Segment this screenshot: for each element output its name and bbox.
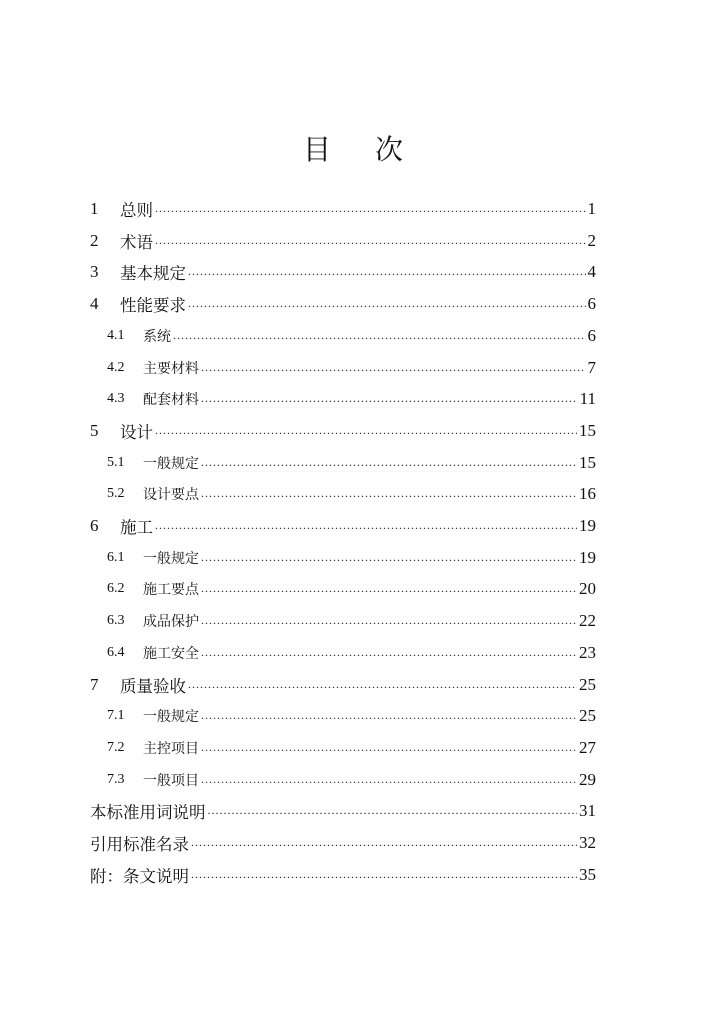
toc-entry-title: 一般项目 xyxy=(143,772,199,789)
toc-leader-dots xyxy=(155,518,577,533)
toc-entry-title: 附：条文说明 xyxy=(90,866,189,886)
toc-entry-title: 质量验收 xyxy=(120,676,186,696)
toc-leader-dots xyxy=(201,550,577,565)
toc-leader-dots xyxy=(155,233,586,248)
toc-entry-title: 主控项目 xyxy=(143,740,199,757)
toc-entry[interactable] xyxy=(90,226,596,256)
toc-entry-title: 施工安全 xyxy=(143,645,199,662)
toc-leader-dots xyxy=(201,455,577,470)
toc-leader-dots xyxy=(201,613,577,628)
toc-entry-title: 配套材料 xyxy=(143,392,199,409)
toc-entry[interactable] xyxy=(90,796,596,826)
toc-entry-number: 5 xyxy=(90,420,99,440)
toc-entry-title: 施工 xyxy=(120,518,153,537)
toc-entry-number: 3 xyxy=(90,262,99,282)
toc-entry-number: 6.3 xyxy=(107,613,125,629)
toc-entry-page: 11 xyxy=(579,389,596,409)
toc-entry-title: 成品保护 xyxy=(143,614,199,631)
toc-entry[interactable] xyxy=(90,416,596,446)
toc-entry-number: 4.1 xyxy=(107,327,125,343)
toc-entry-page: 23 xyxy=(579,642,596,662)
toc-entry-page: 6 xyxy=(587,325,596,345)
toc-entry[interactable] xyxy=(90,289,596,319)
toc-entry[interactable] xyxy=(90,638,596,668)
toc-entry[interactable] xyxy=(90,828,596,858)
toc-entry-page: 20 xyxy=(579,579,596,599)
toc-leader-dots xyxy=(201,486,577,501)
toc-entry-page: 29 xyxy=(579,769,596,789)
toc-entry-number: 4.2 xyxy=(107,359,125,375)
toc-entry-page: 25 xyxy=(579,674,596,694)
toc-entry-page: 4 xyxy=(587,262,596,282)
toc-entry-number: 7 xyxy=(90,674,99,694)
toc-entry-title: 一般规定 xyxy=(143,709,199,726)
toc-leader-dots xyxy=(155,201,586,216)
toc-leader-dots xyxy=(201,581,577,596)
toc-entry-page: 6 xyxy=(587,294,596,314)
toc-entry-title: 主要材料 xyxy=(143,360,199,377)
toc-entry-title: 性能要求 xyxy=(120,296,186,316)
toc-leader-dots xyxy=(173,328,586,343)
toc-entry-title: 系统 xyxy=(143,328,171,345)
toc-leader-dots xyxy=(201,391,578,406)
toc-entry-page: 19 xyxy=(579,547,596,567)
toc-entry-number: 5.2 xyxy=(107,486,125,502)
toc-leader-dots xyxy=(188,296,586,311)
toc-leader-dots xyxy=(188,677,577,692)
toc-leader-dots xyxy=(208,803,578,818)
toc-entry-number: 6 xyxy=(90,516,99,535)
toc-entry-title: 基本规定 xyxy=(120,264,186,284)
toc-entry-title: 总则 xyxy=(120,201,153,220)
toc-entry[interactable] xyxy=(90,353,596,383)
toc-entry[interactable] xyxy=(90,765,596,795)
toc-leader-dots xyxy=(201,772,577,787)
toc-entry-title: 设计要点 xyxy=(143,487,199,504)
title-right-char: 次 xyxy=(375,133,404,166)
toc-entry-title: 设计 xyxy=(120,422,153,442)
toc-entry[interactable] xyxy=(90,860,596,890)
toc-entry-number: 6.4 xyxy=(107,644,125,660)
toc-entry-page: 31 xyxy=(579,801,596,821)
toc-entry-title: 本标准用词说明 xyxy=(90,803,206,823)
toc-entry-page: 27 xyxy=(579,737,596,757)
page-title xyxy=(0,128,706,168)
toc-entry-page: 15 xyxy=(579,452,596,472)
toc-entry-number: 4 xyxy=(90,294,99,314)
toc-entry-title: 术语 xyxy=(120,232,153,252)
toc-leader-dots xyxy=(201,645,577,660)
toc-entry-page: 35 xyxy=(579,864,596,884)
toc-entry[interactable] xyxy=(90,670,596,700)
toc-entry-number: 7.3 xyxy=(107,771,125,787)
toc-entry[interactable] xyxy=(90,701,596,731)
toc-leader-dots xyxy=(191,835,577,850)
toc-entry-page: 1 xyxy=(587,199,596,218)
toc-entry-number: 6.2 xyxy=(107,581,125,597)
toc-leader-dots xyxy=(155,423,577,438)
toc-entry-number: 7.1 xyxy=(107,708,125,724)
toc-entry-title: 一般规定 xyxy=(143,455,199,472)
toc-entry[interactable] xyxy=(90,479,596,509)
toc-entry-number: 4.3 xyxy=(107,391,125,407)
toc-entry-number: 7.2 xyxy=(107,739,125,755)
toc-entry[interactable] xyxy=(90,194,596,224)
toc-entry-title: 施工要点 xyxy=(143,582,199,599)
toc-entry-page: 2 xyxy=(587,230,596,250)
toc-leader-dots xyxy=(201,360,586,375)
toc-leader-dots xyxy=(191,867,577,882)
toc-entry-page: 22 xyxy=(579,611,596,631)
toc-entry[interactable] xyxy=(90,257,596,287)
toc-entry-page: 7 xyxy=(587,357,596,377)
toc-entry-title: 一般规定 xyxy=(143,550,199,567)
toc-entry[interactable] xyxy=(90,733,596,763)
toc-entry-page: 32 xyxy=(579,833,596,852)
toc-leader-dots xyxy=(188,264,586,279)
toc-entry[interactable] xyxy=(90,448,596,478)
toc-entry[interactable] xyxy=(90,574,596,604)
toc-entry-number: 6.1 xyxy=(107,549,125,565)
toc-leader-dots xyxy=(201,740,577,755)
toc-entry[interactable] xyxy=(90,511,596,541)
toc-entry-page: 15 xyxy=(579,420,596,440)
toc-entry-page: 25 xyxy=(579,706,596,726)
toc-entry[interactable] xyxy=(90,606,596,636)
toc-entry-number: 1 xyxy=(90,199,99,218)
toc-entry[interactable] xyxy=(90,321,596,351)
toc-entry-page: 16 xyxy=(579,484,596,504)
toc-entry[interactable] xyxy=(90,543,596,573)
toc-leader-dots xyxy=(201,708,577,723)
toc-entry[interactable] xyxy=(90,384,596,414)
title-left-char: 目 xyxy=(302,133,331,166)
toc-entry-number: 5.1 xyxy=(107,454,125,470)
toc-entry-number: 2 xyxy=(90,230,99,250)
toc-entry-title: 引用标准名录 xyxy=(90,835,189,854)
toc-entry-page: 19 xyxy=(579,516,596,535)
